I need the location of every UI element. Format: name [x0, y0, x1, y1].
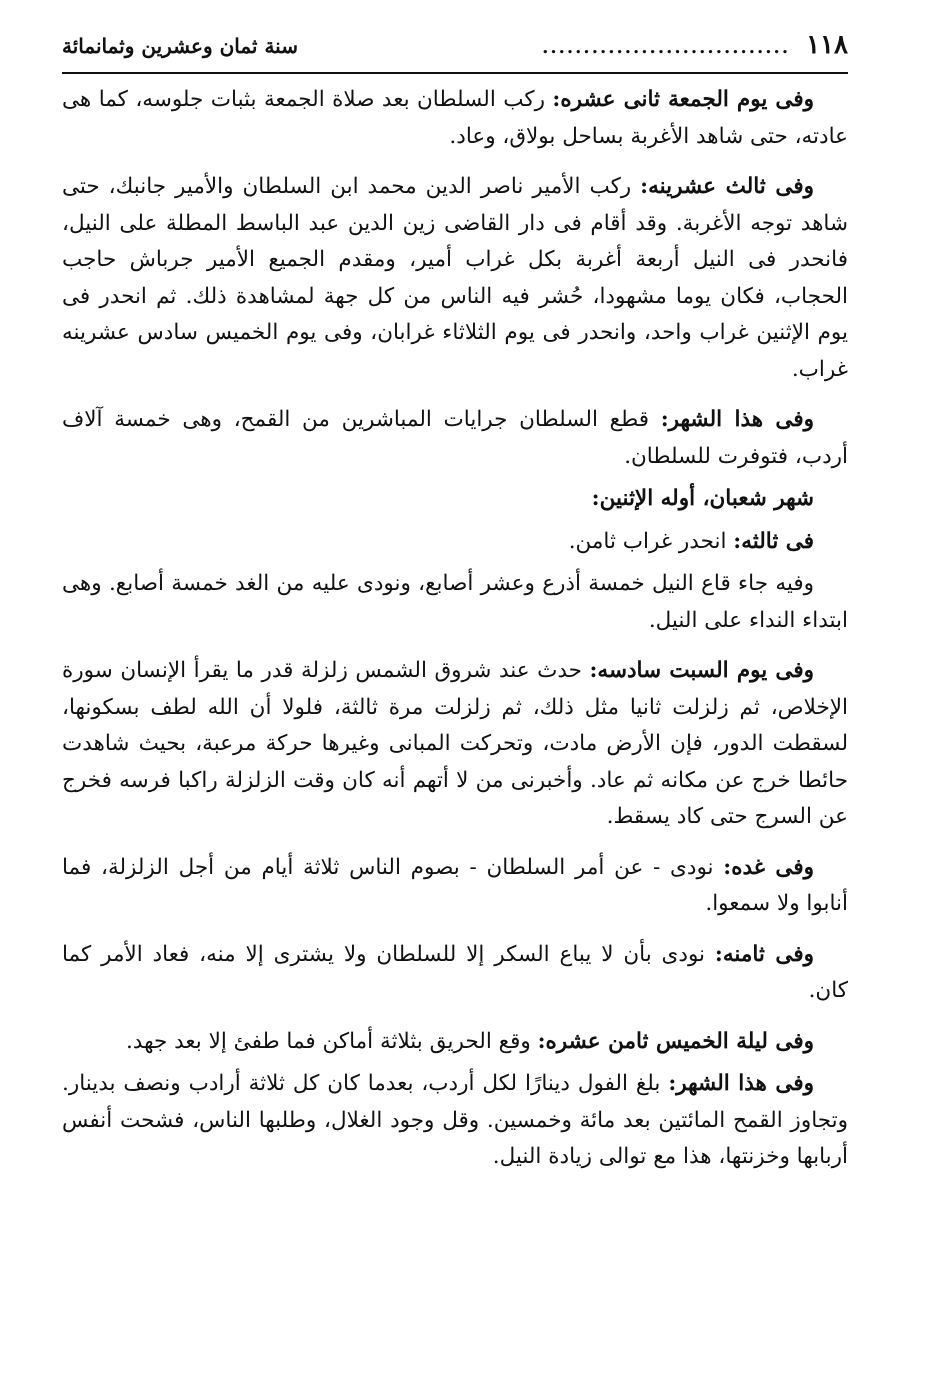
paragraph-lead: فى ثالثه:	[733, 528, 814, 554]
paragraph-text: انحدر غراب ثامن.	[568, 528, 734, 554]
paragraph	[62, 566, 848, 639]
page-number: ١١٨	[806, 30, 848, 60]
paragraph	[62, 402, 848, 475]
paragraph	[62, 1024, 848, 1061]
month-heading-text: شهر شعبان، أوله الإثنين:	[591, 486, 814, 511]
paragraph-lead: وفى يوم الجمعة ثانى عشره:	[552, 87, 815, 112]
paragraph-text: نودى - عن أمر السلطان - بصوم الناس ثلاثة أيام من أجل الزلزلة، فما أنابوا ولا سمعوا.	[62, 854, 848, 916]
paragraph-text: ركب السلطان بعد صلاة الجمعة بثبات جلوسه، كما هى عادته، حتى شاهد الأغربة بساحل بولاق، وعاد.	[62, 87, 848, 149]
page-body	[62, 82, 848, 1176]
paragraph	[62, 82, 848, 155]
paragraph-lead: وفى ثالث عشرينه:	[640, 174, 814, 199]
header-leader-dots: ..............................	[542, 37, 791, 58]
paragraph-text: قطع السلطان جرايات المباشرين من القمح، وهى خمسة آلاف أردب، فتوفرت للسلطان.	[62, 407, 848, 469]
paragraph-lead: وفى ليلة الخميس ثامن عشره:	[537, 1028, 814, 1054]
paragraph	[62, 653, 848, 836]
paragraph-lead: وفى هذا الشهر:	[668, 1071, 815, 1096]
paragraph-lead: وفى يوم السبت سادسه:	[589, 658, 815, 683]
running-header	[62, 30, 848, 74]
paragraph	[62, 524, 848, 561]
paragraph	[62, 1066, 848, 1176]
paragraph-lead: وفى هذا الشهر:	[660, 407, 815, 432]
paragraph-text: بلغ الفول دينارًا لكل أردب، بعدما كان كل ثلاثة أرادب ونصف بدينار. وتجاوز القمح المائتين بعد مائة وخمسين. وقل وجود الغلال، وطلبها الناس، فشحت أنفس أربابها وخزنتها، هذا مع توالى زيادة النيل.	[62, 1071, 848, 1169]
paragraph-text: ركب الأمير ناصر الدين محمد ابن السلطان والأمير جانبك، حتى شاهد توجه الأغربة. وقد أقام فى دار القاضى زين الدين عبد الباسط المطلة على النيل، فانحدر فى النيل أربعة أغربة بكل غراب أمير، ومقدم الجميع الأمير جرباش حاجب الحجاب، فكان يوما مشهودا، حُشر فيه الناس من كل جهة لمشاهدة ذلك. ثم انحدر فى يوم الإثنين غراب واحد، وانحدر فى يوم الثلاثاء غرابان، وفى يوم الخميس سادس عشرينه غراب.	[62, 174, 848, 382]
running-header-title: سنة ثمان وعشرين وثمانمائة	[62, 34, 298, 58]
paragraph-text: وقع الحريق بثلاثة أماكن فما طفئ إلا بعد جهد.	[125, 1028, 538, 1054]
paragraph-text: حدث عند شروق الشمس زلزلة قدر ما يقرأ الإنسان سورة الإخلاص، ثم زلزلت ثانيا مثل ذلك، ثم زلزلت مرة ثالثة، فلولا أن الله لطف بسكونها، لسقطت الدور، فإن الأرض مادت، وتحركت المبانى وغيرها حركة مرعبة، بحيث شاهدت حائطا خرج عن مكانه ثم عاد. وأخبرنى من لا أتهم أنه كان وقت الزلزلة راكبا فرسه فخرج عن السرج حتى كاد يسقط.	[62, 658, 848, 829]
paragraph-lead: وفى ثامنه:	[714, 941, 814, 967]
month-heading	[62, 481, 848, 518]
paragraph-text: وفيه جاء قاع النيل خمسة أذرع وعشر أصابع، ونودى عليه من الغد خمسة أصابع. وهى ابتداء النداء على النيل.	[62, 571, 848, 633]
paragraph	[62, 850, 848, 923]
paragraph	[62, 937, 848, 1010]
book-page	[62, 30, 848, 1190]
paragraph	[62, 169, 848, 388]
paragraph-lead: وفى غده:	[723, 854, 815, 880]
paragraph-text: نودى بأن لا يباع السكر إلا للسلطان ولا يشترى إلا منه، فعاد الأمر كما كان.	[62, 941, 848, 1003]
